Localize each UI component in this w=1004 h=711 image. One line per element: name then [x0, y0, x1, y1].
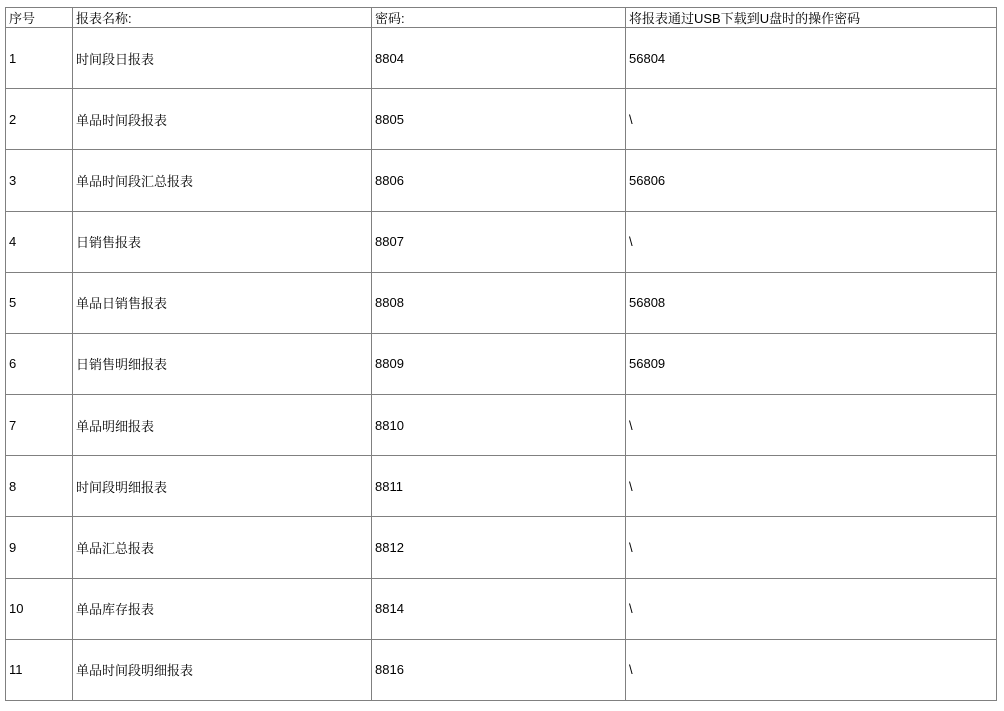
cell-index: 6 [6, 333, 73, 394]
cell-report-name: 单品时间段明细报表 [73, 639, 372, 700]
table-row [6, 272, 997, 333]
cell-password: 8812 [372, 517, 626, 578]
cell-password: 8816 [372, 639, 626, 700]
cell-password: 8810 [372, 395, 626, 456]
header-report-name: 报表名称: [73, 8, 372, 28]
cell-usb-password: \ [626, 578, 997, 639]
cell-usb-password: \ [626, 456, 997, 517]
table-row [6, 395, 997, 456]
cell-password: 8807 [372, 211, 626, 272]
table-row [6, 456, 997, 517]
cell-index: 4 [6, 211, 73, 272]
cell-password: 8804 [372, 28, 626, 89]
cell-report-name: 日销售报表 [73, 211, 372, 272]
table-row [6, 89, 997, 150]
cell-usb-password: 56804 [626, 28, 997, 89]
cell-report-name: 单品时间段报表 [73, 89, 372, 150]
table-body [6, 28, 997, 701]
cell-report-name: 时间段明细报表 [73, 456, 372, 517]
header-row [6, 8, 997, 28]
cell-usb-password: 56808 [626, 272, 997, 333]
cell-password: 8808 [372, 272, 626, 333]
cell-report-name: 单品汇总报表 [73, 517, 372, 578]
cell-password: 8814 [372, 578, 626, 639]
cell-usb-password: 56809 [626, 333, 997, 394]
cell-index: 9 [6, 517, 73, 578]
cell-usb-password: \ [626, 395, 997, 456]
cell-index: 5 [6, 272, 73, 333]
cell-index: 8 [6, 456, 73, 517]
header-usb-password: 将报表通过USB下载到U盘时的操作密码 [626, 8, 997, 28]
cell-usb-password: \ [626, 211, 997, 272]
table-row [6, 150, 997, 211]
table-row [6, 639, 997, 700]
table-row [6, 211, 997, 272]
cell-usb-password: \ [626, 517, 997, 578]
table-row [6, 28, 997, 89]
cell-usb-password: 56806 [626, 150, 997, 211]
cell-password: 8809 [372, 333, 626, 394]
cell-report-name: 时间段日报表 [73, 28, 372, 89]
header-index: 序号 [6, 8, 73, 28]
header-password: 密码: [372, 8, 626, 28]
table-row [6, 517, 997, 578]
cell-report-name: 单品时间段汇总报表 [73, 150, 372, 211]
report-password-table [5, 7, 997, 701]
table-row [6, 333, 997, 394]
cell-report-name: 单品明细报表 [73, 395, 372, 456]
table-row [6, 578, 997, 639]
cell-index: 7 [6, 395, 73, 456]
cell-index: 3 [6, 150, 73, 211]
cell-report-name: 单品库存报表 [73, 578, 372, 639]
cell-index: 11 [6, 639, 73, 700]
cell-usb-password: \ [626, 639, 997, 700]
cell-index: 2 [6, 89, 73, 150]
cell-index: 10 [6, 578, 73, 639]
cell-index: 1 [6, 28, 73, 89]
cell-report-name: 单品日销售报表 [73, 272, 372, 333]
cell-password: 8805 [372, 89, 626, 150]
cell-password: 8806 [372, 150, 626, 211]
cell-usb-password: \ [626, 89, 997, 150]
cell-report-name: 日销售明细报表 [73, 333, 372, 394]
cell-password: 8811 [372, 456, 626, 517]
